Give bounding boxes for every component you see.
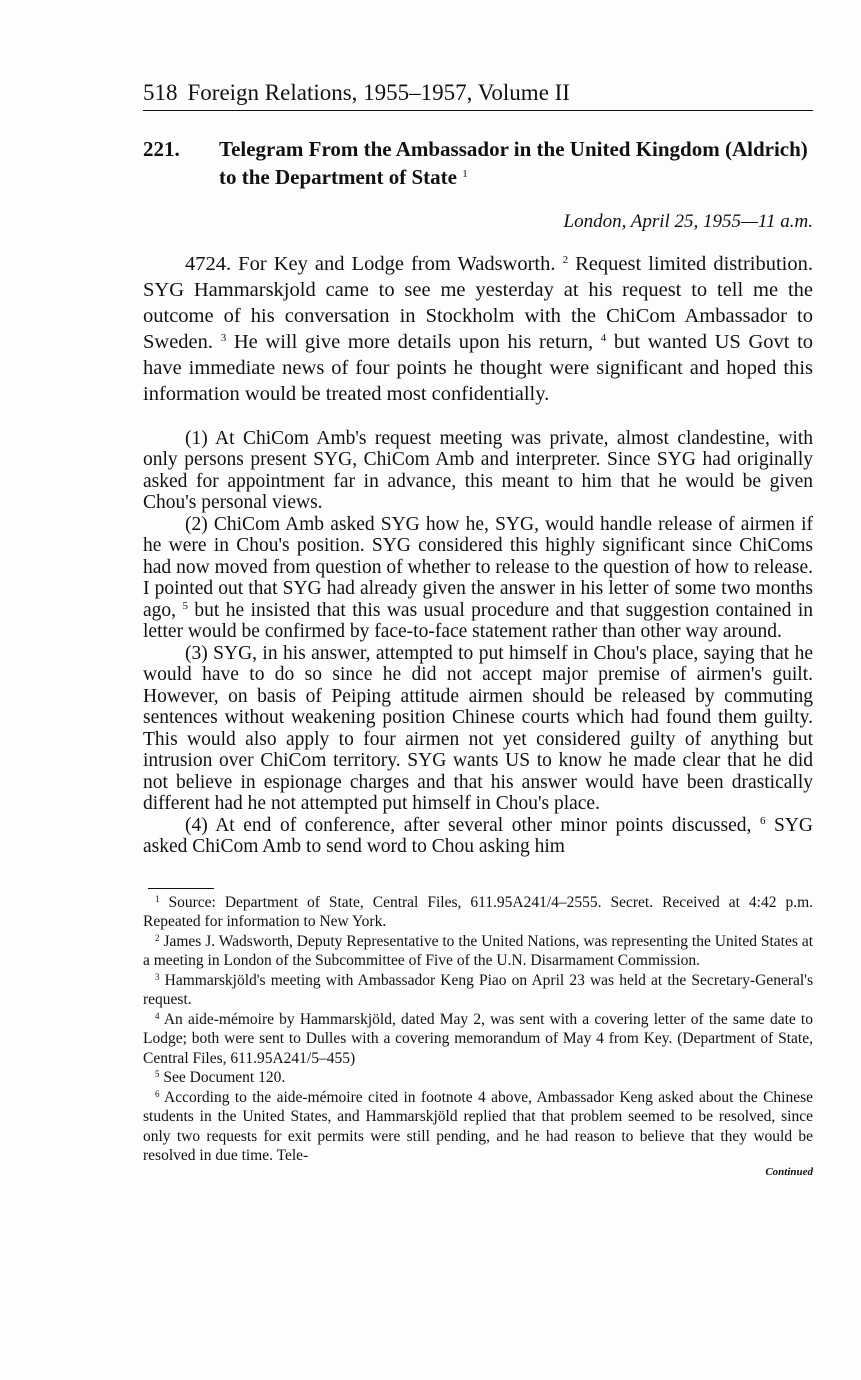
- series-title: Foreign Relations, 1955–1957, Volume II: [187, 80, 570, 105]
- dateline: London, April 25, 1955—11 a.m.: [563, 211, 813, 232]
- telegram-body: [143, 428, 813, 858]
- footnote-divider: [148, 888, 214, 889]
- footnote-ref: 1: [462, 168, 468, 180]
- point-2: (2) ChiCom Amb asked SYG how he, SYG, would handle release of airmen if he were in Chou's position. SYG considered this highly significant since ChiComs had now moved from question of whether to release to the question of how to release. I pointed out that SYG had already given the answer in his letter of some two months ago, $^5$ but he insisted that this was usual procedure and that suggestion contained in letter would be confirmed by face-to-face statement rather than other way around.: [143, 513, 814, 642]
- point-3: (3) SYG, in his answer, attempted to put himself in Chou's place, saying that he would have to do so since he did not accept major premise of airmen's guilt. However, on basis of Peiping attitude airmen should be released by commuting sentences without weakening position Chinese courts which had found them guilty. This would also apply to four airmen not yet considered guilty of anything but intrusion over ChiCom territory. SYG wants US to know he made clear that he did not believe in espionage charges and that his answer would have been drastically different had he not attempted put himself in Chou's place.: [143, 642, 813, 814]
- footnote-ref: 5: [182, 599, 188, 612]
- footnote: $^6$ According to the aide-mémoire cited in footnote 4 above, Ambassador Keng asked about the Chinese students in the United States, and Hammarskjöld replied that that problem seemed to be resolved, since only two requests for exit permits were still pending, and he had reason to believe that they would be resolved in due time. Tele-: [143, 1088, 814, 1164]
- point-4: (4) At end of conference, after several other minor points discussed, $^6$ SYG asked ChiCom Amb to send word to Chou asking him: [143, 814, 814, 857]
- running-header: [143, 78, 813, 111]
- footnote-ref: 3: [220, 332, 227, 344]
- document-number: 221.: [143, 137, 180, 161]
- lead-paragraph: 4724. For Key and Lodge from Wadsworth. $^2$ Request limited distribution. SYG Hammarskjold came to see me yesterday at his request to tell me the outcome of his conversation in Stockholm with the ChiCom Ambassador to Sweden. $^3$ He will give more details upon his return, $^4$ but wanted US Govt to have immediate news of four points he thought were significant and hoped this information would be treated most confidentially.: [143, 253, 814, 405]
- page-number: 518: [143, 80, 178, 105]
- page: [143, 78, 813, 1178]
- footnote-ref: 4: [600, 332, 607, 344]
- point-1: (1) At ChiCom Amb's request meeting was private, almost clandestine, with only persons present SYG, ChiCom Amb and interpreter. Since SYG had originally asked for appointment far in advance, this meant to him that he would be given Chou's personal views.: [143, 427, 813, 513]
- document-heading: [143, 135, 813, 191]
- continued-label: Continued: [765, 1165, 813, 1178]
- footnote: $^5$ See Document 120.: [155, 1069, 286, 1086]
- footnote-ref: 6: [759, 814, 766, 827]
- footnote-ref: 2: [562, 254, 569, 266]
- document-title: Telegram From the Ambassador in the United Kingdom (Aldrich) to the Department of State: [219, 137, 808, 189]
- footnote: $^3$ Hammarskjöld's meeting with Ambassador Keng Piao on April 23 was held at the Secretary-General's request.: [143, 971, 813, 1008]
- footnote: $^4$ An aide-mémoire by Hammarskjöld, dated May 2, was sent with a covering letter of the same date to Lodge; both were sent to Dulles with a covering memorandum of May 4 from Key. (Department of State, Central Files, 611.95A241/5–455): [143, 1010, 813, 1067]
- footnote: $^2$ James J. Wadsworth, Deputy Representative to the United Nations, was representing the United States at a meeting in London of the Subcommittee of Five of the U.N. Disarmament Commission.: [143, 932, 814, 969]
- footnote: $^1$ Source: Department of State, Central Files, 611.95A241/4–2555. Secret. Received at 4:42 p.m. Repeated for information to New York.: [143, 893, 814, 930]
- footnotes: [143, 893, 813, 1166]
